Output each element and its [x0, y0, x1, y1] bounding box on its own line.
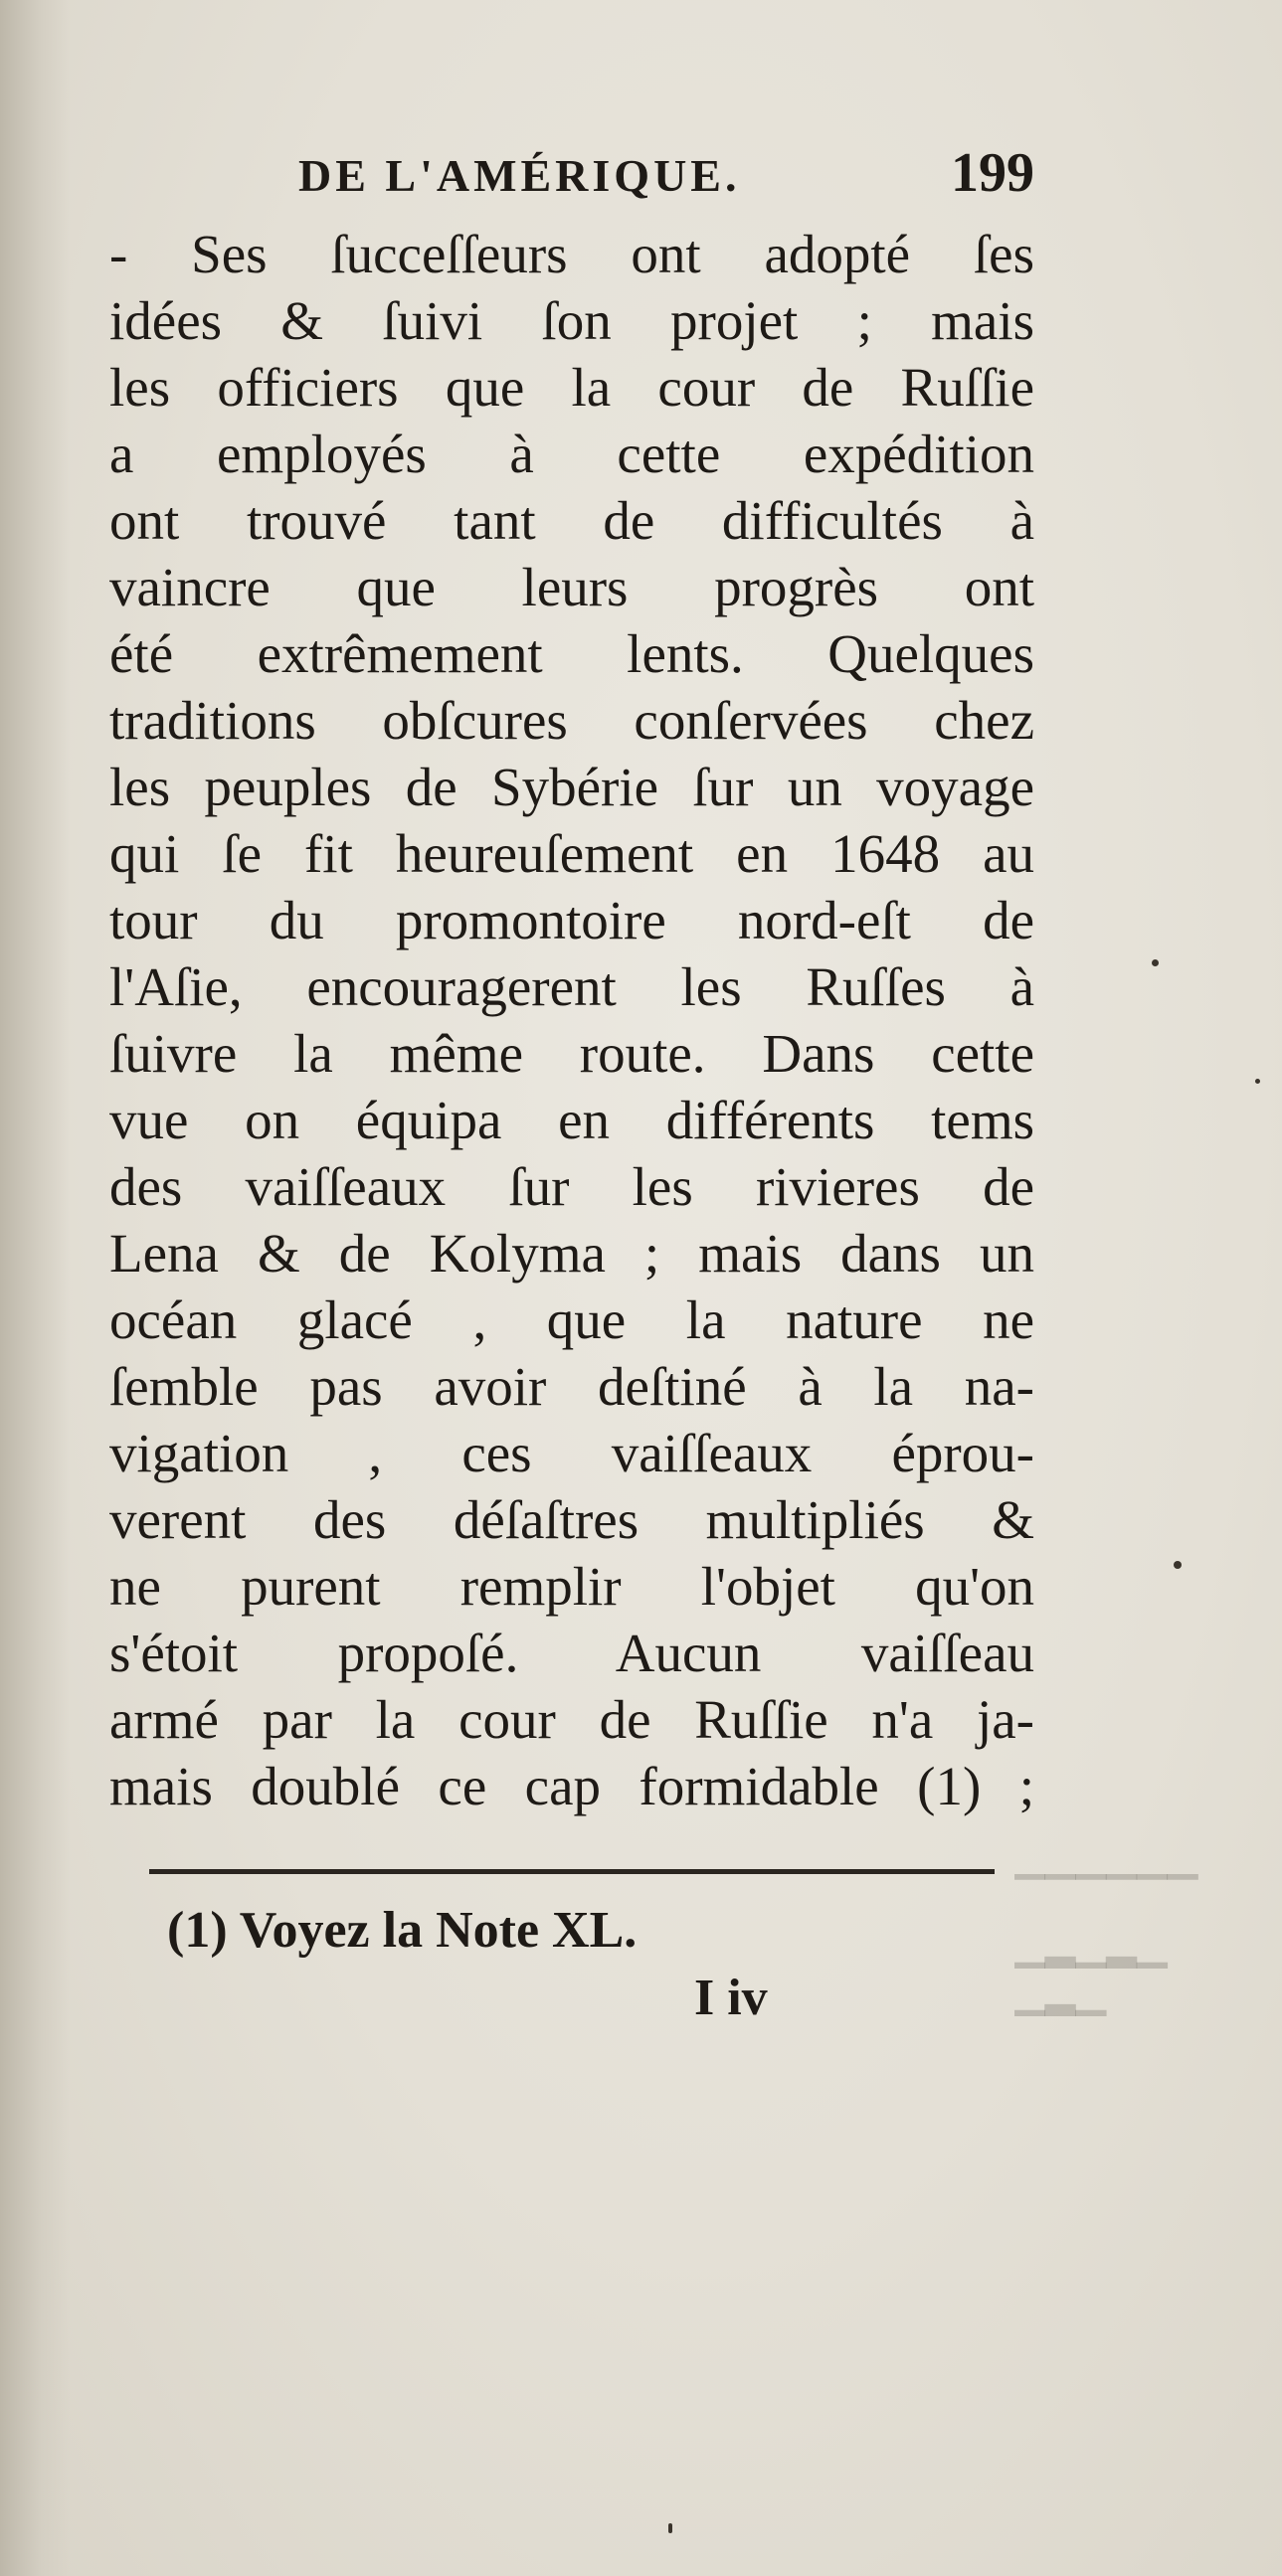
footnote-rule: [149, 1869, 995, 1874]
paper-speck: [668, 2523, 672, 2533]
body-text: [109, 221, 1034, 1819]
running-head: DE L'AMÉRIQUE.: [298, 150, 741, 201]
text-line: ſuivre la même route. Dans cette: [109, 1023, 1034, 1084]
text-line: vigation , ces vaiſſeaux éprou-: [109, 1423, 1034, 1483]
text-line: mais doublé ce cap formidable (1) ;: [109, 1756, 1034, 1816]
text-line: Lena & de Kolyma ; mais dans un: [109, 1223, 1034, 1284]
text-line: les peuples de Sybérie ſur un voyage: [109, 757, 1034, 817]
text-line: vue on équipa en différents tems: [109, 1090, 1034, 1150]
text-line: vaincre que leurs progrès ont: [109, 557, 1034, 617]
show-through-texture: ▔▔▔▔▔▔ ▁▂▁▂▁ ▁▂▁: [1014, 1875, 1198, 2015]
text-line: l'Aſie, encouragerent les Ruſſes à: [109, 956, 1034, 1017]
text-line: idées & ſuivi ſon projet ; mais: [109, 290, 1034, 351]
text-line: tour du promontoire nord-eſt de: [109, 890, 1034, 950]
text-line: armé par la cour de Ruſſie n'a ja-: [109, 1689, 1034, 1750]
text-line: - Ses ſucceſſeurs ont adopté ſes: [109, 224, 1034, 284]
text-line: les officiers que la cour de Ruſſie: [109, 357, 1034, 418]
paper-speck: [1174, 1561, 1182, 1569]
text-line: ne purent remplir l'objet qu'on: [109, 1556, 1034, 1617]
page-number: 199: [951, 142, 1034, 204]
text-line: ont trouvé tant de difficultés à: [109, 490, 1034, 551]
footnote: (1) Voyez la Note XL.: [167, 1902, 638, 1959]
page-header: [298, 139, 1034, 219]
paper-speck: [1152, 959, 1159, 966]
text-line: s'étoit propoſé. Aucun vaiſſeau: [109, 1623, 1034, 1683]
text-line: été extrêmement lents. Quelques: [109, 623, 1034, 684]
text-line: a employés à cette expédition: [109, 424, 1034, 484]
text-line: océan glacé , que la nature ne: [109, 1289, 1034, 1350]
text-line: des vaiſſeaux ſur les rivieres de: [109, 1156, 1034, 1217]
text-line: verent des déſaſtres multipliés &: [109, 1489, 1034, 1550]
text-line: qui ſe fit heureuſement en 1648 au: [109, 823, 1034, 884]
signature-mark: I iv: [694, 1970, 768, 2026]
text-line: ſemble pas avoir deſtiné à la na-: [109, 1356, 1034, 1417]
text-line: traditions obſcures conſervées chez: [109, 690, 1034, 751]
page-gutter-shadow: [0, 0, 70, 2576]
paper-speck: [1255, 1079, 1260, 1084]
